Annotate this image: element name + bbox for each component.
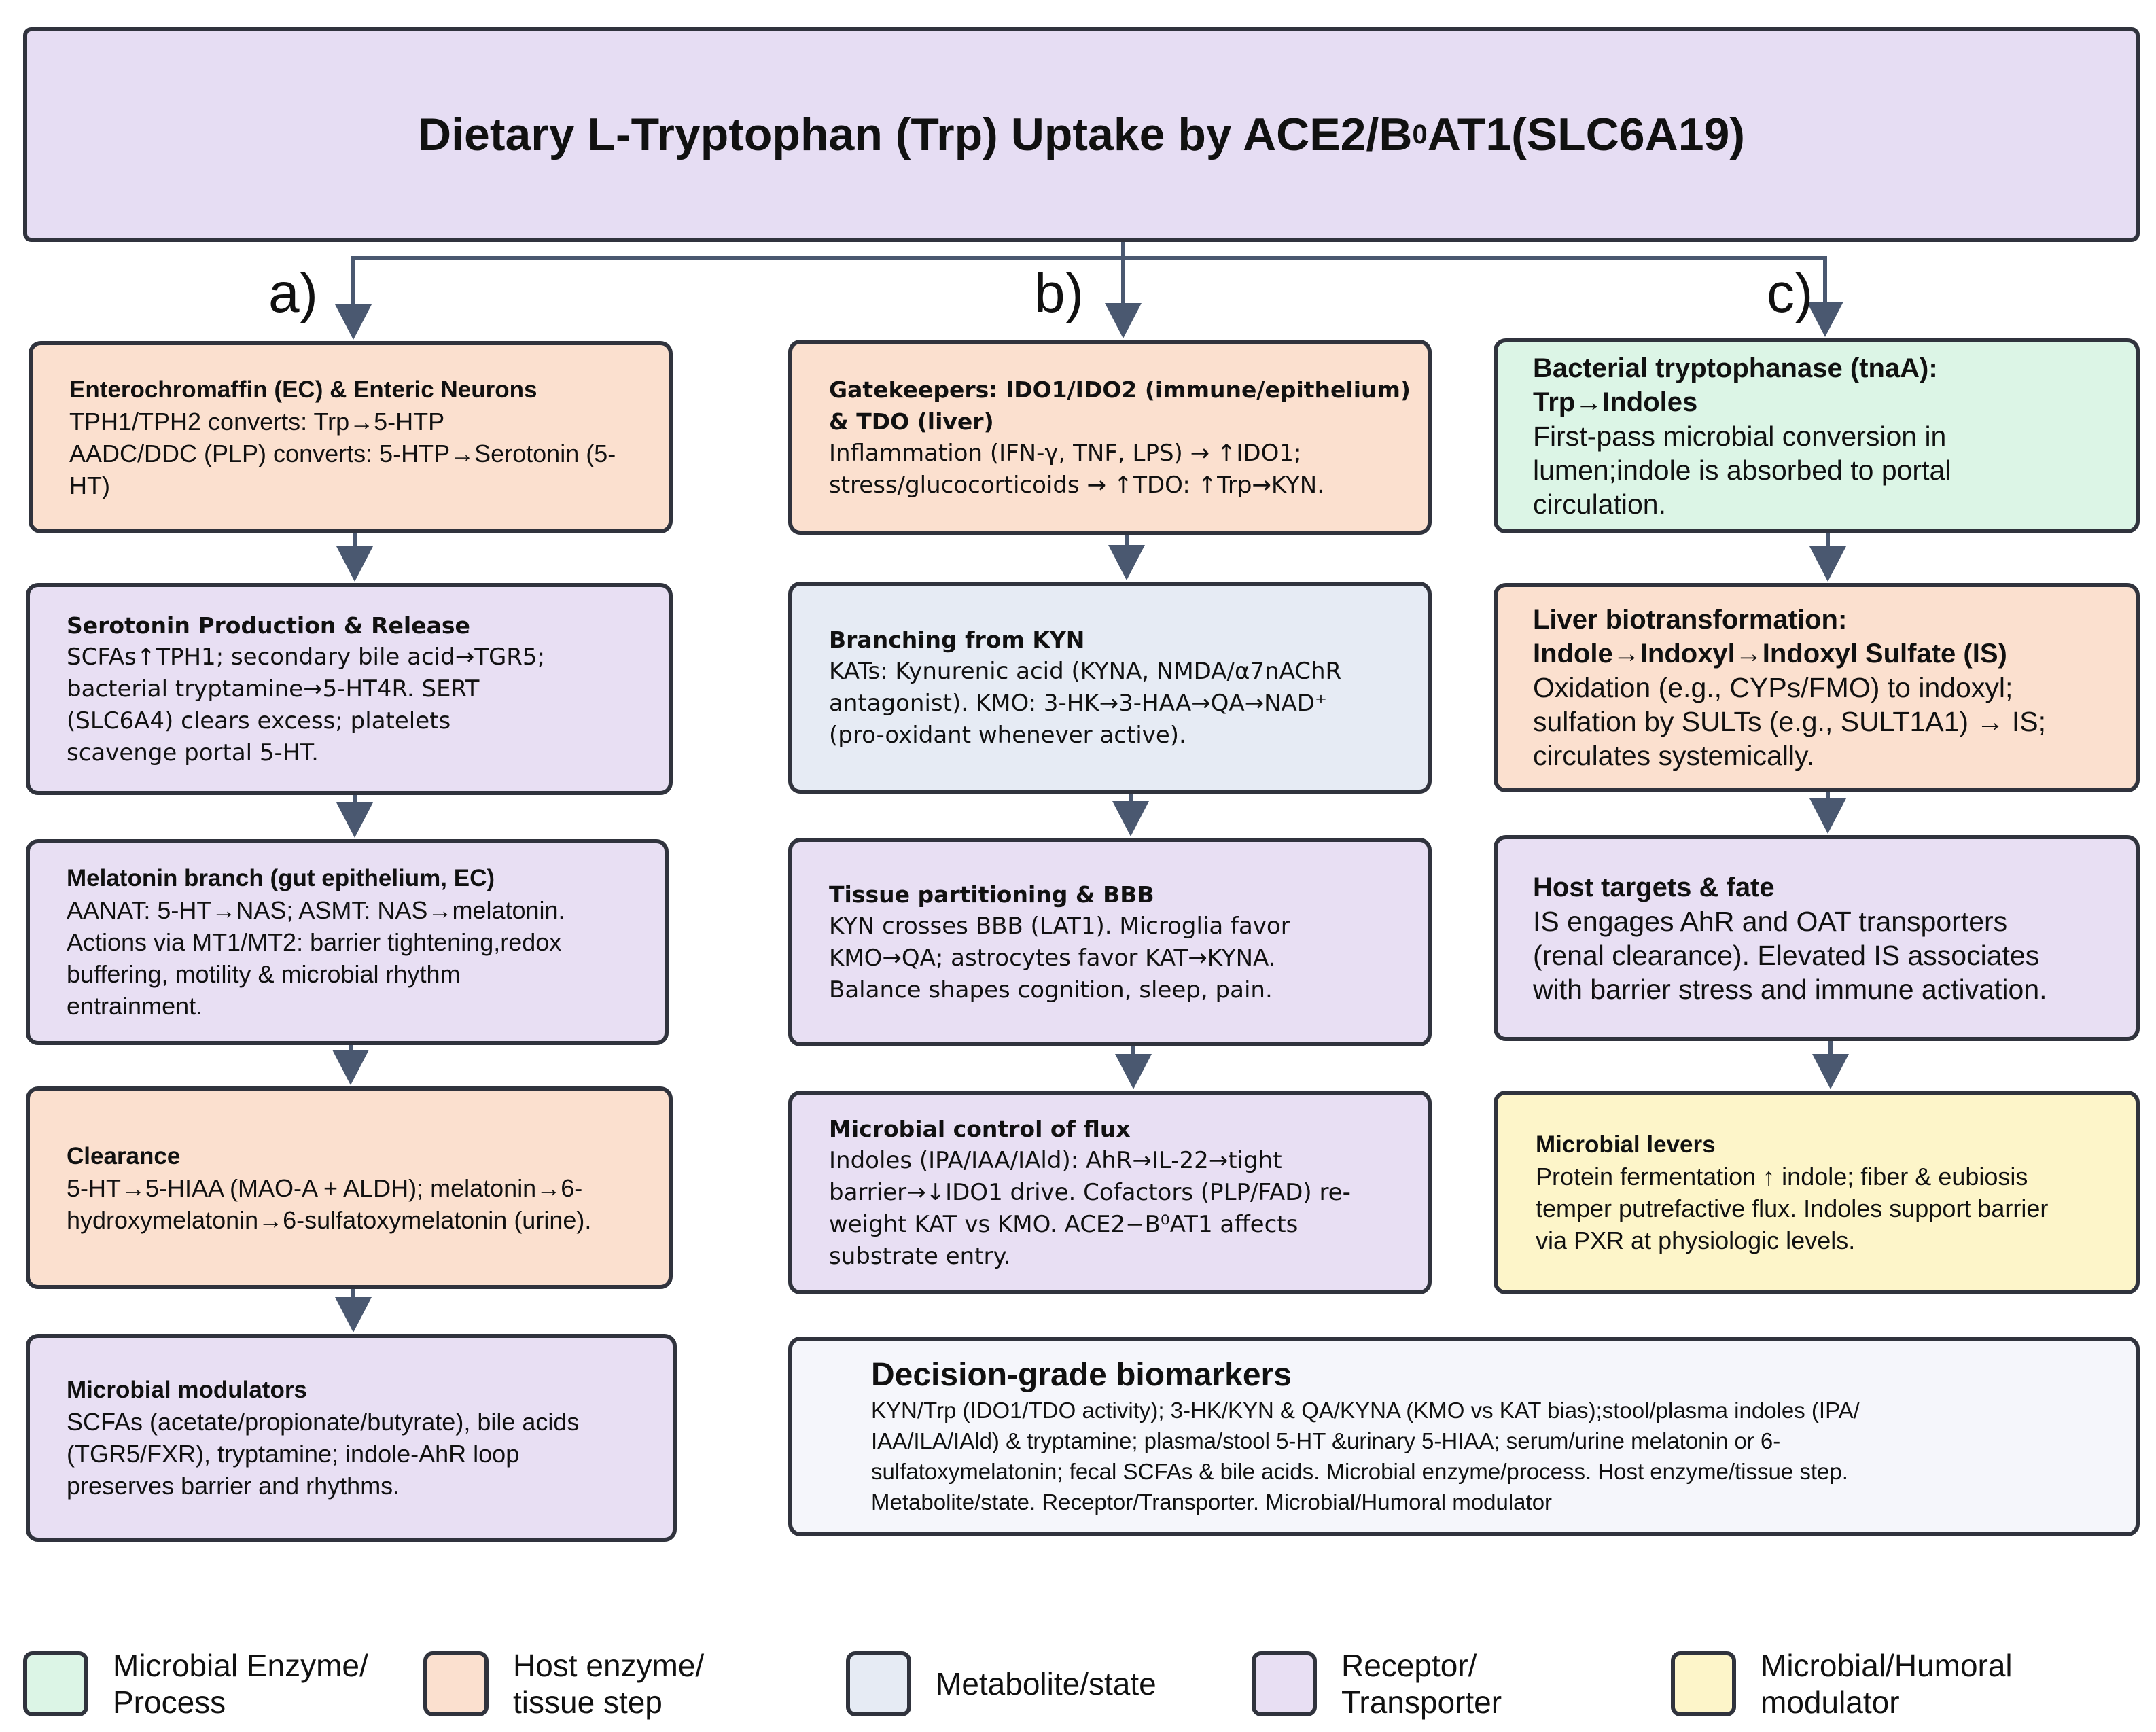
legend-label-line: Receptor/ [1341, 1647, 1477, 1683]
box-title: Bacterial tryptophanase (tnaA): [1533, 353, 1938, 383]
box-text-line: AADC/DDC (PLP) converts: 5-HTP→Serotonin (5- [69, 439, 616, 467]
microbial-flux-box [788, 1091, 1432, 1294]
box-text-line: weight KAT vs KMO. ACE2−B⁰AT1 affects [829, 1210, 1298, 1238]
box-text-line: hydroxymelatonin→6-sulfatoxymelatonin (urine). [67, 1205, 592, 1234]
box-text-line: KYN crosses BBB (LAT1). Microglia favor [829, 912, 1290, 940]
box-text-line: Actions via MT1/MT2: barrier tightening,redox [67, 928, 562, 956]
box-text-line: sulfation by SULTs (e.g., SULT1A1) → IS; [1533, 706, 2046, 737]
legend-swatch [846, 1651, 911, 1716]
box-title: Microbial levers [1536, 1131, 1716, 1158]
legend-swatch [423, 1651, 489, 1716]
tissue-partitioning-box [788, 838, 1432, 1046]
box-title: Microbial control of flux [829, 1115, 1131, 1142]
legend-label [113, 1647, 368, 1720]
box-text-line: stress/glucocorticoids → ↑TDO: ↑Trp→KYN. [829, 471, 1325, 499]
box-text-line: SCFAs↑TPH1; secondary bile acid→TGR5; [67, 643, 546, 671]
arrowhead [336, 802, 373, 838]
box-text-line: (TGR5/FXR), tryptamine; indole-AhR loop [67, 1440, 520, 1468]
arrowhead [1809, 798, 1846, 834]
box-title: Gatekeepers: IDO1/IDO2 (immune/epithelium) [829, 376, 1411, 403]
box-text-line: barrier→↓IDO1 drive. Cofactors (PLP/FAD) re- [829, 1178, 1351, 1206]
box-title: Melatonin branch (gut epithelium, EC) [67, 865, 495, 891]
branch-label-a: a) [268, 262, 318, 324]
legend-host-enzyme [423, 1648, 704, 1719]
box-text-line: antagonist). KMO: 3-HK→3-HAA→QA→NAD⁺ [829, 690, 1327, 717]
biomarkers-box [788, 1337, 2140, 1536]
box-text-line: HT) [69, 471, 110, 499]
box-text-line: First-pass microbial conversion in [1533, 420, 1947, 452]
box-text-line: temper putrefactive flux. Indoles support barrier [1536, 1195, 2049, 1222]
box-text-line: KYN/Trp (IDO1/TDO activity); 3-HK/KYN & QA/KYNA (KMO vs KAT bias);stool/plasma indoles (IPA/ [871, 1398, 1860, 1423]
serotonin-production-box [26, 583, 673, 795]
box-title: Clearance [67, 1142, 181, 1169]
arrowhead [1105, 303, 1142, 338]
box-text-line: (SLC6A4) clears excess; platelets [67, 707, 451, 735]
box-text-line: TPH1/TPH2 converts: Trp→5-HTP [69, 407, 445, 436]
legend-swatch [1671, 1651, 1736, 1716]
main-title [23, 27, 2140, 242]
box-text-line: KMO→QA; astrocytes favor KAT→KYNA. [829, 944, 1276, 972]
box-text-line: Balance shapes cognition, sleep, pain. [829, 976, 1273, 1004]
legend-swatch [23, 1651, 88, 1716]
box-text-line: bacterial tryptamine→5-HT4R. SERT [67, 675, 480, 703]
box-text-line: (renal clearance). Elevated IS associates [1533, 939, 2040, 971]
legend-metabolite [846, 1648, 1156, 1719]
box-text-line: circulates systemically. [1533, 740, 1814, 771]
arrowhead [332, 1050, 369, 1085]
legend-swatch [1252, 1651, 1317, 1716]
title-text-end: AT1(SLC6A19) [1427, 109, 1745, 160]
box-text-line: SCFAs (acetate/propionate/butyrate), bile acids [67, 1408, 580, 1436]
box-title: Serotonin Production & Release [67, 612, 470, 639]
box-text-line: via PXR at physiologic levels. [1536, 1226, 1856, 1254]
legend-label-line: Host enzyme/ [513, 1647, 705, 1683]
box-text-line: scavenge portal 5-HT. [67, 739, 319, 766]
box-text-line: Oxidation (e.g., CYPs/FMO) to indoxyl; [1533, 672, 2013, 703]
clearance-box [26, 1086, 673, 1289]
box-text-line: lumen;indole is absorbed to portal [1533, 454, 1951, 486]
legend-label [1761, 1647, 2013, 1720]
box-title: Liver biotransformation: [1533, 605, 1848, 635]
branch-label-b: b) [1034, 262, 1084, 324]
legend-microbial-enzyme [23, 1648, 368, 1719]
ec-enteric-neurons-box [29, 341, 673, 533]
box-text-line: buffering, motility & microbial rhythm [67, 960, 461, 988]
box-text-line: Indoles (IPA/IAA/IAld): AhR→IL-22→tight [829, 1146, 1282, 1174]
arrowhead [335, 304, 372, 340]
box-text-line: Metabolite/state. Receptor/Transporter. Microbial/Humoral modulator [871, 1489, 1553, 1515]
branching-kyn-box [788, 582, 1432, 794]
arrowhead [1115, 1054, 1152, 1089]
box-title: & TDO (liver) [829, 408, 994, 435]
branch-label-c: c) [1767, 262, 1814, 324]
title-superscript: 0 [1412, 119, 1428, 149]
box-text-line: 5-HT→5-HIAA (MAO-A + ALDH); melatonin→6- [67, 1173, 583, 1202]
box-title: Tissue partitioning & BBB [829, 881, 1154, 908]
box-text-line: AANAT: 5-HT→NAS; ASMT: NAS→melatonin. [67, 896, 565, 924]
legend-modulator [1671, 1648, 2013, 1719]
legend-label-line: modulator [1761, 1684, 1900, 1720]
box-title: Branching from KYN [829, 626, 1085, 653]
box-title: Microbial modulators [67, 1377, 307, 1403]
gatekeepers-box [788, 340, 1432, 535]
box-text-line: Protein fermentation ↑ indole; fiber & eubiosis [1536, 1163, 2028, 1190]
legend-label [936, 1665, 1156, 1702]
box-text-line: circulation. [1533, 488, 1666, 520]
arrowhead [1112, 801, 1149, 836]
legend-label-line: Metabolite/state [936, 1665, 1156, 1701]
legend-receptor [1252, 1648, 1502, 1719]
box-title: Trp→Indoles [1533, 387, 1698, 417]
melatonin-branch-box [26, 839, 669, 1045]
box-title: Enterochromaffin (EC) & Enteric Neurons [69, 376, 537, 403]
box-text-line: IAA/ILA/IAld) & tryptamine; plasma/stool 5-HT &urinary 5-HIAA; serum/urine melatonin or 6- [871, 1428, 1781, 1453]
arrowhead [1812, 1054, 1849, 1089]
legend-label-line: Process [113, 1684, 226, 1720]
legend-label-line: Microbial Enzyme/ [113, 1647, 368, 1683]
bacterial-tryptophanase-box [1494, 338, 2140, 533]
box-text-line: substrate entry. [829, 1242, 1011, 1270]
title-text: Dietary L-Tryptophan (Trp) Uptake by ACE2/B [418, 109, 1413, 160]
microbial-modulators-box [26, 1334, 677, 1542]
liver-biotransformation-box [1494, 583, 2140, 792]
box-text-line: IS engages AhR and OAT transporters [1533, 905, 2008, 937]
host-targets-box [1494, 835, 2140, 1041]
arrowhead [335, 1297, 372, 1332]
legend-label-line: Microbial/Humoral [1761, 1647, 2013, 1683]
box-text-line: KATs: Kynurenic acid (KYNA, NMDA/α7nAChR [829, 658, 1342, 685]
box-text-line: with barrier stress and immune activation. [1533, 973, 2047, 1005]
box-title: Decision-grade biomarkers [871, 1357, 1292, 1393]
box-text-line: preserves barrier and rhythms. [67, 1472, 400, 1500]
legend-label [1341, 1647, 1502, 1720]
box-text-line: entrainment. [67, 992, 203, 1020]
arrowhead [1809, 546, 1846, 582]
microbial-levers-box [1494, 1091, 2140, 1294]
box-text-line: Inflammation (IFN-γ, TNF, LPS) → ↑IDO1; [829, 439, 1302, 467]
box-title: Indole→Indoxyl→Indoxyl Sulfate (IS) [1533, 639, 2007, 669]
arrowhead [336, 546, 373, 582]
legend-label [513, 1647, 704, 1720]
box-text-line: (pro-oxidant whenever active). [829, 722, 1186, 749]
legend-label-line: Transporter [1341, 1684, 1502, 1720]
box-text-line: sulfatoxymelatonin; fecal SCFAs & bile acids. Microbial enzyme/process. Host enzyme/tissue step. [871, 1459, 1848, 1484]
arrowhead [1108, 545, 1145, 580]
box-title: Host targets & fate [1533, 872, 1775, 902]
legend-label-line: tissue step [513, 1684, 662, 1720]
